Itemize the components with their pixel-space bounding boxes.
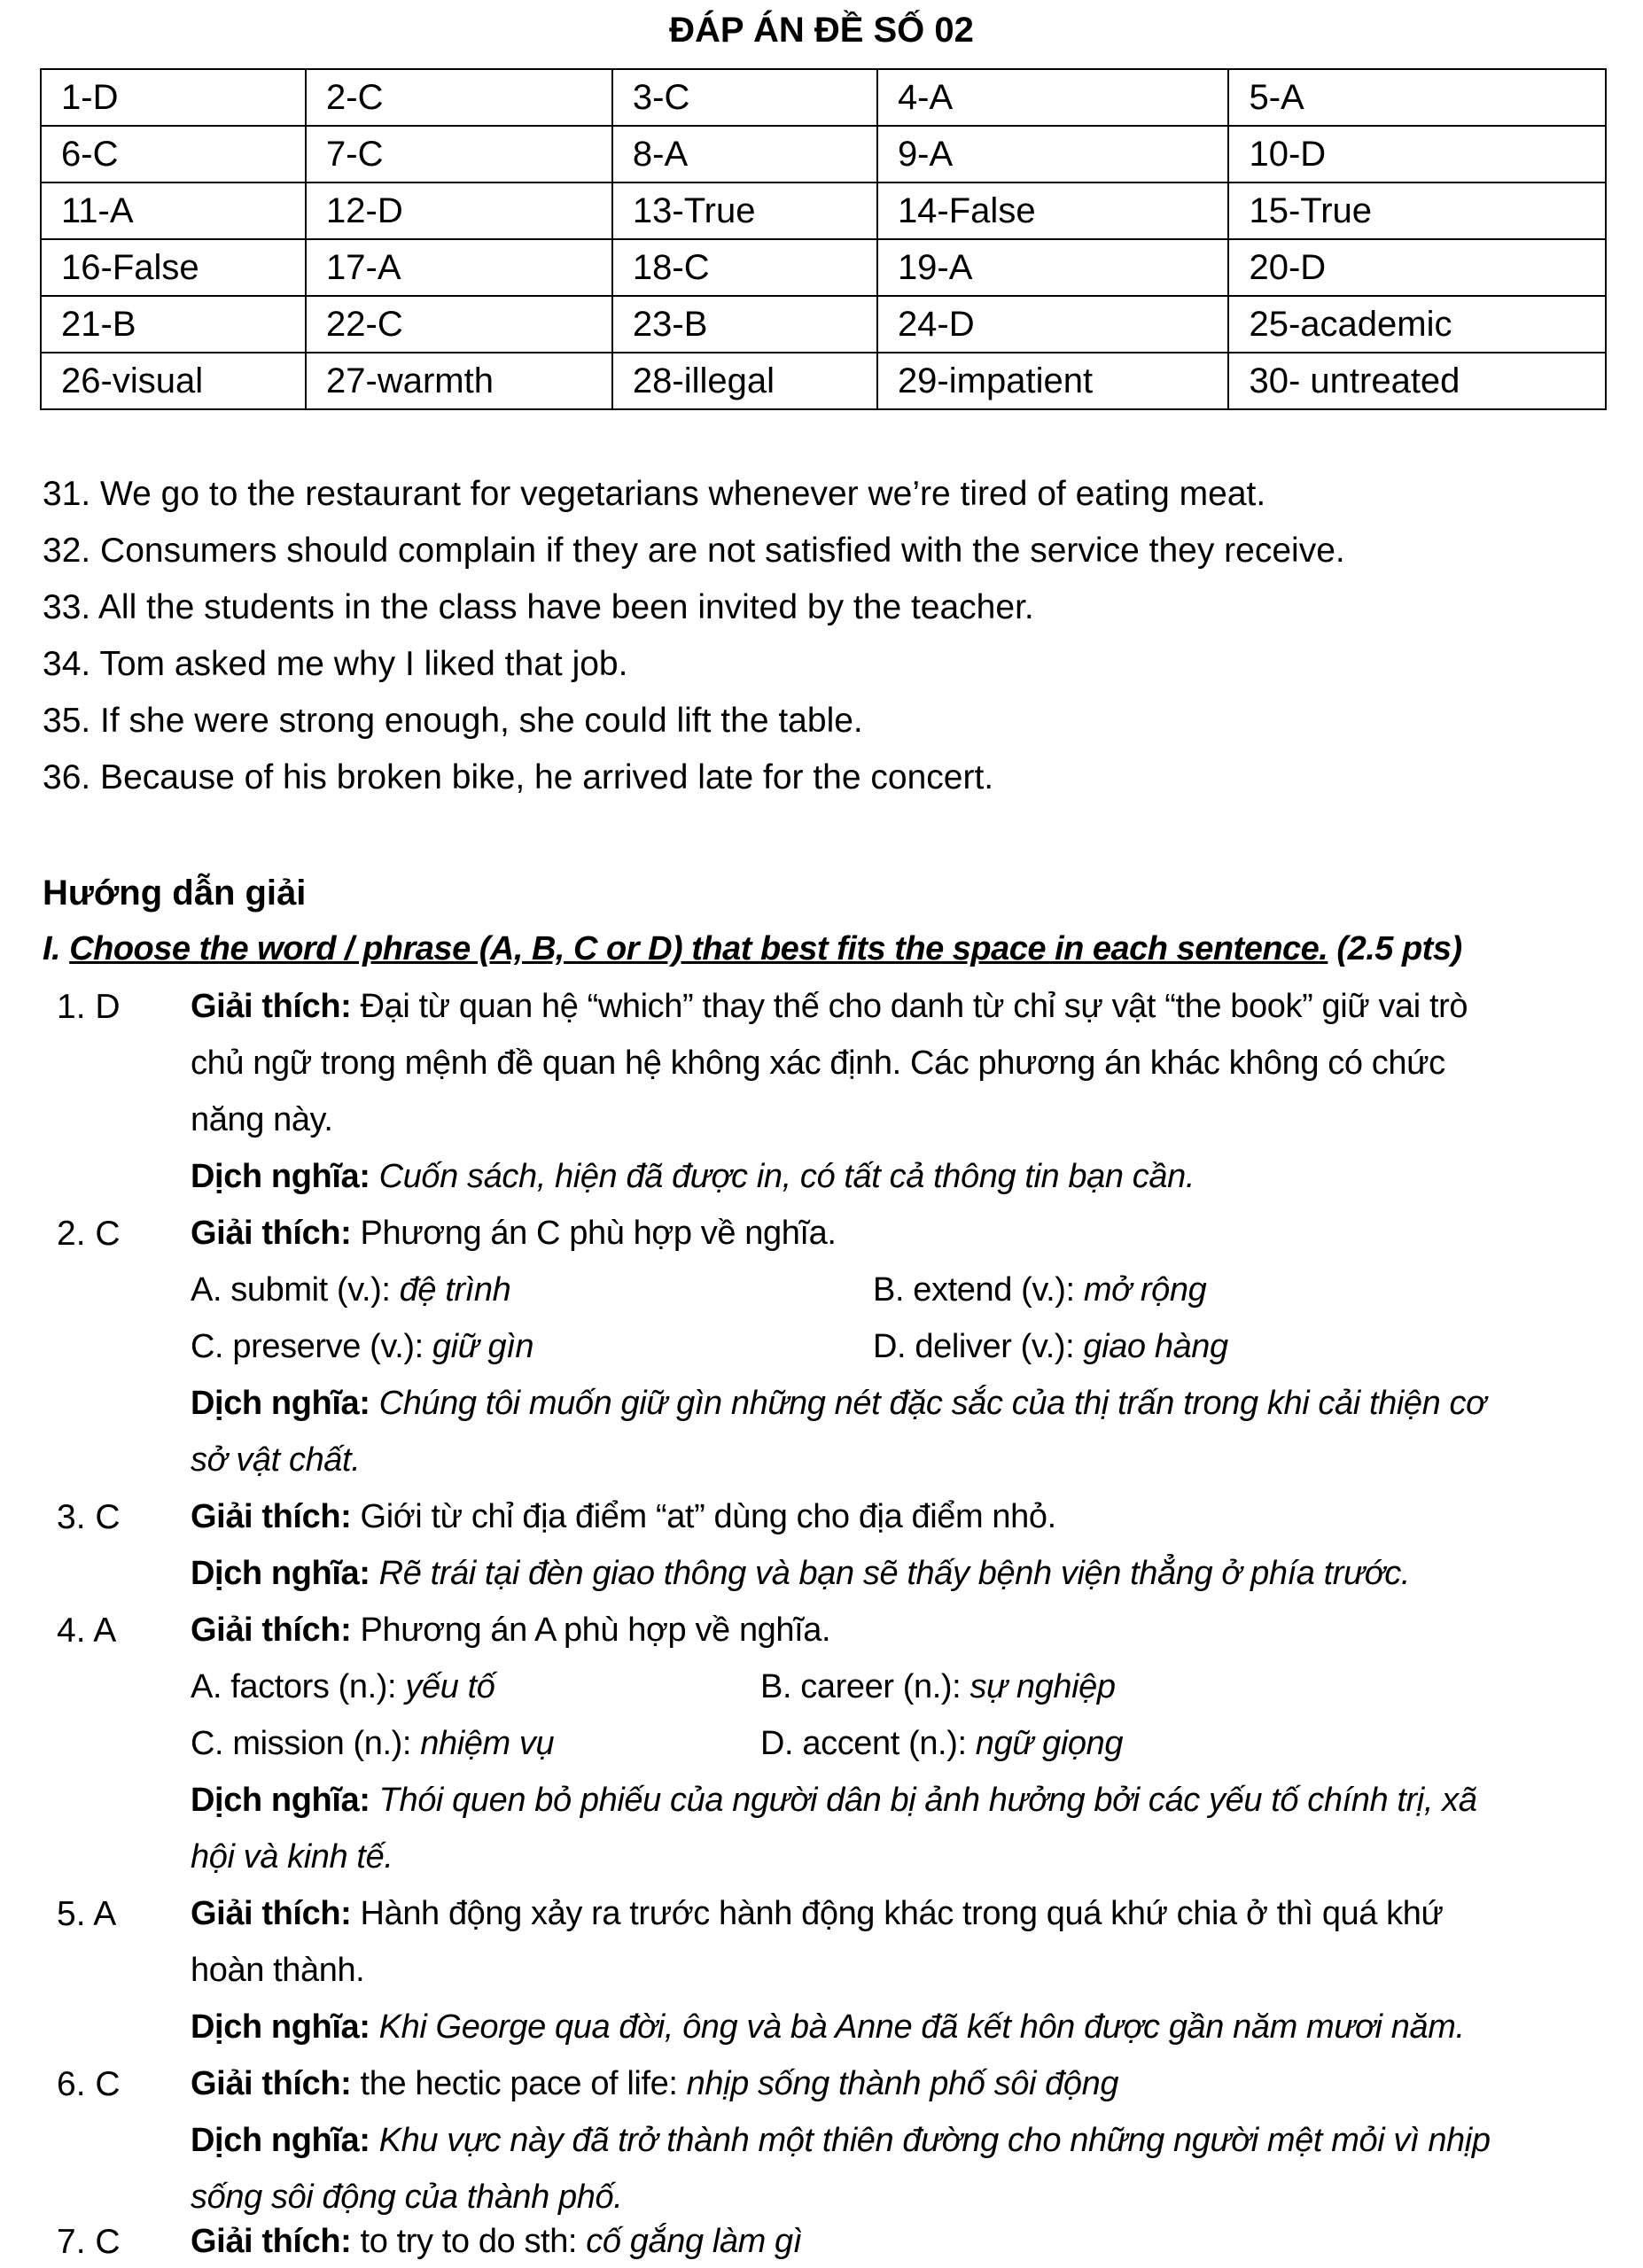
translate-line: sở vật chất. <box>191 1441 361 1479</box>
option-meaning: ngữ giọng <box>975 1725 1124 1762</box>
explain-line: hoàn thành. <box>191 1952 365 1989</box>
explain-line <box>191 1498 1056 1536</box>
part-heading-text: Choose the word / phrase (A, B, C or D) that best fits the space in each sentence. <box>69 930 1328 967</box>
table-row <box>41 69 1606 126</box>
sentence-item: 35. If she were strong enough, she could lift the table. <box>43 702 863 740</box>
translate-label: Dịch nghĩa: <box>191 2122 370 2159</box>
explain-text: Phương án C phù hợp về nghĩa. <box>351 1215 837 1252</box>
table-cell: 13-True <box>612 183 877 239</box>
table-cell: 8-A <box>612 126 877 183</box>
translate-line <box>191 1385 1486 1423</box>
table-cell: 1-D <box>41 69 306 126</box>
sentence-item: 36. Because of his broken bike, he arrived late for the concert. <box>43 758 994 796</box>
explain-label: Giải thích: <box>191 2065 352 2102</box>
option-item <box>191 1725 554 1763</box>
option-word: B. extend (v.): <box>873 1271 1084 1309</box>
guide-title: Hướng dẫn giải <box>43 874 307 913</box>
table-cell: 15-True <box>1228 183 1606 239</box>
table-cell: 5-A <box>1228 69 1606 126</box>
table-cell: 3-C <box>612 69 877 126</box>
translate-label: Dịch nghĩa: <box>191 2008 370 2046</box>
translate-line <box>191 1158 1195 1196</box>
item-number: 6. C <box>57 2065 121 2103</box>
explain-label: Giải thích: <box>191 1895 352 1932</box>
table-row <box>41 239 1606 296</box>
explain-text: to try to do sth: <box>351 2223 587 2260</box>
table-cell: 2-C <box>306 69 612 126</box>
table-row <box>41 353 1606 409</box>
option-word: C. mission (n.): <box>191 1725 421 1762</box>
explain-meaning: cố gắng làm gì <box>586 2223 802 2260</box>
translate-line: hội và kinh tế. <box>191 1838 393 1876</box>
sentence-item: 31. We go to the restaurant for vegetarians whenever we’re tired of eating meat. <box>43 475 1266 513</box>
option-meaning: đệ trình <box>399 1271 511 1309</box>
option-word: C. preserve (v.): <box>191 1328 432 1365</box>
table-cell: 9-A <box>877 126 1229 183</box>
explain-label: Giải thích: <box>191 1215 352 1252</box>
table-cell: 11-A <box>41 183 306 239</box>
explain-line <box>191 2065 1118 2103</box>
table-cell: 7-C <box>306 126 612 183</box>
option-meaning: nhiệm vụ <box>420 1725 555 1762</box>
part-points: (2.5 pts) <box>1328 930 1462 967</box>
option-item <box>873 1328 1228 1366</box>
translate-label: Dịch nghĩa: <box>191 1158 370 1195</box>
translate-line <box>191 1555 1410 1593</box>
item-number: 3. C <box>57 1498 121 1536</box>
answer-table <box>40 68 1607 410</box>
translate-line: sống sôi động của thành phố. <box>191 2179 623 2216</box>
explain-label: Giải thích: <box>191 988 352 1025</box>
explain-text: Phương án A phù hợp về nghĩa. <box>351 1612 831 1649</box>
table-cell: 22-C <box>306 296 612 353</box>
explain-text: Hành động xảy ra trước hành động khác trong quá khứ chia ở thì quá khứ <box>351 1895 1444 1932</box>
table-cell: 6-C <box>41 126 306 183</box>
table-cell: 18-C <box>612 239 877 296</box>
sentence-item: 32. Consumers should complain if they are not satisfied with the service they receive. <box>43 532 1345 570</box>
option-item <box>191 1328 533 1366</box>
item-number: 2. C <box>57 1215 121 1253</box>
explain-line <box>191 1215 836 1253</box>
table-cell: 12-D <box>306 183 612 239</box>
explain-line: chủ ngữ trong mệnh đề quan hệ không xác định. Các phương án khác không có chức <box>191 1045 1445 1082</box>
explain-label: Giải thích: <box>191 1498 352 1535</box>
translate-text: Thói quen bỏ phiếu của người dân bị ảnh hưởng bởi các yếu tố chính trị, xã <box>370 1782 1477 1819</box>
option-meaning: giao hàng <box>1083 1328 1228 1365</box>
item-number: 4. A <box>57 1612 117 1650</box>
option-word: B. career (n.): <box>760 1668 970 1705</box>
table-cell: 10-D <box>1228 126 1606 183</box>
table-cell: 16-False <box>41 239 306 296</box>
table-cell: 4-A <box>877 69 1229 126</box>
explain-line: năng này. <box>191 1101 333 1138</box>
sentence-item: 33. All the students in the class have been invited by the teacher. <box>43 588 1034 626</box>
translate-line <box>191 1782 1477 1820</box>
option-word: D. deliver (v.): <box>873 1328 1084 1365</box>
translate-label: Dịch nghĩa: <box>191 1385 370 1422</box>
item-number: 7. C <box>57 2223 121 2261</box>
item-number: 1. D <box>57 988 121 1026</box>
translate-text: Chúng tôi muốn giữ gìn những nét đặc sắc của thị trấn trong khi cải thiện cơ <box>370 1385 1486 1422</box>
option-item <box>873 1271 1206 1309</box>
table-cell: 30- untreated <box>1228 353 1606 409</box>
translate-text: Cuốn sách, hiện đã được in, có tất cả thông tin bạn cần. <box>370 1158 1195 1195</box>
explain-meaning: nhịp sống thành phố sôi động <box>686 2065 1119 2102</box>
explain-line <box>191 1895 1444 1933</box>
option-word: A. submit (v.): <box>191 1271 400 1309</box>
page-title: ĐÁP ÁN ĐỀ SỐ 02 <box>669 11 974 50</box>
option-item <box>191 1271 510 1309</box>
translate-line <box>191 2008 1465 2047</box>
translate-text: Khi George qua đời, ông và bà Anne đã kết hôn được gần năm mươi năm. <box>370 2008 1465 2046</box>
translate-text: Rẽ trái tại đèn giao thông và bạn sẽ thấy bệnh viện thẳng ở phía trước. <box>370 1555 1411 1592</box>
explain-line <box>191 2223 802 2261</box>
table-cell: 17-A <box>306 239 612 296</box>
option-meaning: sự nghiệp <box>969 1668 1116 1705</box>
translate-line <box>191 2122 1491 2160</box>
table-cell: 23-B <box>612 296 877 353</box>
explain-text: Giới từ chỉ địa điểm “at” dùng cho địa điểm nhỏ. <box>351 1498 1056 1535</box>
table-cell: 24-D <box>877 296 1229 353</box>
table-row <box>41 296 1606 353</box>
option-meaning: mở rộng <box>1083 1271 1207 1309</box>
option-word: D. accent (n.): <box>760 1725 976 1762</box>
part-heading <box>43 930 1620 968</box>
table-cell: 28-illegal <box>612 353 877 409</box>
option-item <box>760 1725 1123 1763</box>
part-prefix: I. <box>43 930 70 967</box>
option-item <box>191 1668 495 1706</box>
explain-line <box>191 1612 830 1650</box>
item-number: 5. A <box>57 1895 117 1933</box>
option-item <box>760 1668 1116 1706</box>
table-row <box>41 183 1606 239</box>
option-meaning: yếu tố <box>405 1668 495 1705</box>
translate-label: Dịch nghĩa: <box>191 1555 370 1592</box>
explain-label: Giải thích: <box>191 2223 352 2260</box>
explain-line <box>191 988 1468 1026</box>
table-cell: 25-academic <box>1228 296 1606 353</box>
table-cell: 19-A <box>877 239 1229 296</box>
table-cell: 20-D <box>1228 239 1606 296</box>
translate-label: Dịch nghĩa: <box>191 1782 370 1819</box>
explain-text: the hectic pace of life: <box>351 2065 687 2102</box>
table-cell: 14-False <box>877 183 1229 239</box>
option-meaning: giữ gìn <box>432 1328 534 1365</box>
table-cell: 21-B <box>41 296 306 353</box>
translate-text: Khu vực này đã trở thành một thiên đường cho những người mệt mỏi vì nhịp <box>370 2122 1491 2159</box>
table-cell: 26-visual <box>41 353 306 409</box>
explain-text: Đại từ quan hệ “which” thay thế cho danh từ chỉ sự vật “the book” giữ vai trò <box>351 988 1468 1025</box>
table-cell: 29-impatient <box>877 353 1229 409</box>
explain-label: Giải thích: <box>191 1612 352 1649</box>
sentence-item: 34. Tom asked me why I liked that job. <box>43 645 628 683</box>
table-cell: 27-warmth <box>306 353 612 409</box>
table-row <box>41 126 1606 183</box>
option-word: A. factors (n.): <box>191 1668 406 1705</box>
